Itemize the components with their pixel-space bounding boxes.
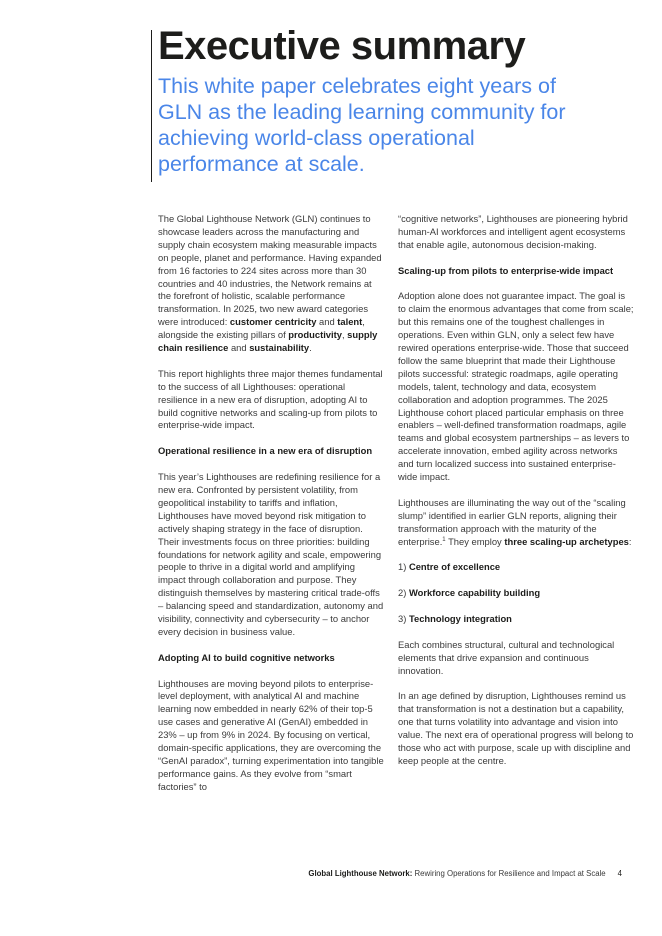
- section-heading-ai: Adopting AI to build cognitive networks: [158, 651, 335, 663]
- right-column: [398, 213, 634, 781]
- page-title: Executive summary: [158, 24, 526, 68]
- archetype-item: 2) Workforce capability building: [398, 587, 541, 599]
- pillar-sustainability: sustainability: [249, 342, 310, 354]
- lede-text: This white paper celebrates eight years of GLN as the leading learning community for achieving world-class operational performance at scale.: [158, 74, 566, 176]
- scaling-paragraph: Adoption alone does not guarantee impact. The goal is to claim the enormous advantages that come from scale; but this remains one of the toughest challenges in operations. Even within GLN, only a select few have rewired operations enterprise-wide. Those that succeed follow the same blueprint that made their Lighthouse pilots successful: strategic roadmaps, agile operating models, talent, technology and data, ecosystem collaboration and adoption programmes. The 2025 Lighthouse cohort placed particular emphasis on three enablers – well-defined transformation roadmaps, agile teams and global ecosystem partnerships – as levers to accelerate innovation, embed agility across networks and turn localized success into sustained enterprise-wide impact.: [398, 290, 634, 483]
- themes-paragraph: This report highlights three major themes fundamental to the success of all Lighthouses: operational resilience in a new era of disruption, adopting AI to build cognitive networks and scaling-up from pilots to enterprise-wide impact.: [158, 367, 383, 431]
- intro-paragraph: The Global Lighthouse Network (GLN) continues to showcase leaders across the manufacturing and supply chain ecosystem making measurable impacts on people, planet and performance. Having expanded from 16 factories to 224 sites across more than 30 countries and 40 industries, the Network remains at the forefront of holistic, scalable performance transformation. In 2025, two new award categories were introduced: customer centricity and talent, alongside the existing pillars of productivity, supply chain resilience and sustainability.: [158, 213, 382, 354]
- pillar-productivity: productivity: [288, 329, 342, 341]
- slump-paragraph: Lighthouses are illuminating the way out of the “scaling slump” identified in earlier GLN reports, aligning their transformation approach with the maturity of the enterprise.$^1$ They employ three scaling-up archetypes:: [398, 496, 632, 547]
- archetype-item: 3) Technology integration: [398, 613, 512, 624]
- pillar-supply-chain-resilience: supply chain resilience: [158, 329, 378, 354]
- award-talent: talent: [337, 316, 363, 328]
- left-column: [158, 213, 384, 807]
- award-customer-centricity: customer centricity: [229, 316, 317, 328]
- archetype-item: 1) Centre of excellence: [398, 561, 501, 573]
- continuation-paragraph: “cognitive networks”, Lighthouses are pioneering hybrid human-AI workforces and intelligent agent ecosystems that enable agile, autonomous decision-making.: [398, 213, 628, 250]
- page-number: 4: [617, 869, 622, 878]
- page-footer: [308, 869, 622, 878]
- footnote-ref[interactable]: 1: [442, 536, 446, 543]
- title-rule: [151, 30, 152, 182]
- footer-brand: Global Lighthouse Network:: [308, 869, 413, 878]
- section-heading-resilience: Operational resilience in a new era of disruption: [158, 445, 373, 457]
- section-heading-scaling: Scaling-up from pilots to enterprise-wide impact: [398, 264, 614, 276]
- closing-paragraph: In an age defined by disruption, Lighthouses remind us that transformation is not a destination but a capability, one that turns volatility into advantage and vision into value. The next era of operational progress will belong to those who act with purpose, scale up with discipline and keep people at the centre.: [398, 690, 634, 766]
- combines-paragraph: Each combines structural, cultural and technological elements that drive expansion and continuous innovation.: [398, 638, 615, 676]
- resilience-paragraph: This year’s Lighthouses are redefining resilience for a new era. Confronted by persistent volatility, from geopolitical instability to tariffs and inflation, Lighthouses have moved beyond risk mitigation to actively shaping strategy in the face of disruption. Their investments focus on three priorities: building foundations for network agility and scale, empowering people to thrive in a digital world and amplifying impact through collaboration and purpose. They distinguish themselves by mastering critical trade-offs – balancing speed and standardization, autonomy and visibility, connectivity and cybersecurity – to anchor every decision in business value.: [158, 471, 384, 637]
- footer-subtitle: Rewiring Operations for Resilience and Impact at Scale: [412, 869, 606, 878]
- ai-paragraph: Lighthouses are moving beyond pilots to enterprise-level deployment, with analytical AI and machine learning now embedded in nearly 62% of their top-5 use cases and generative AI (GenAI) embedded in 23% – up from 9% in 2024. By focusing on vertical, domain-specific applications, they are overcoming the “GenAI paradox”, turning experimentation into tangible performance gains. As they evolve from “smart factories” to: [158, 677, 384, 792]
